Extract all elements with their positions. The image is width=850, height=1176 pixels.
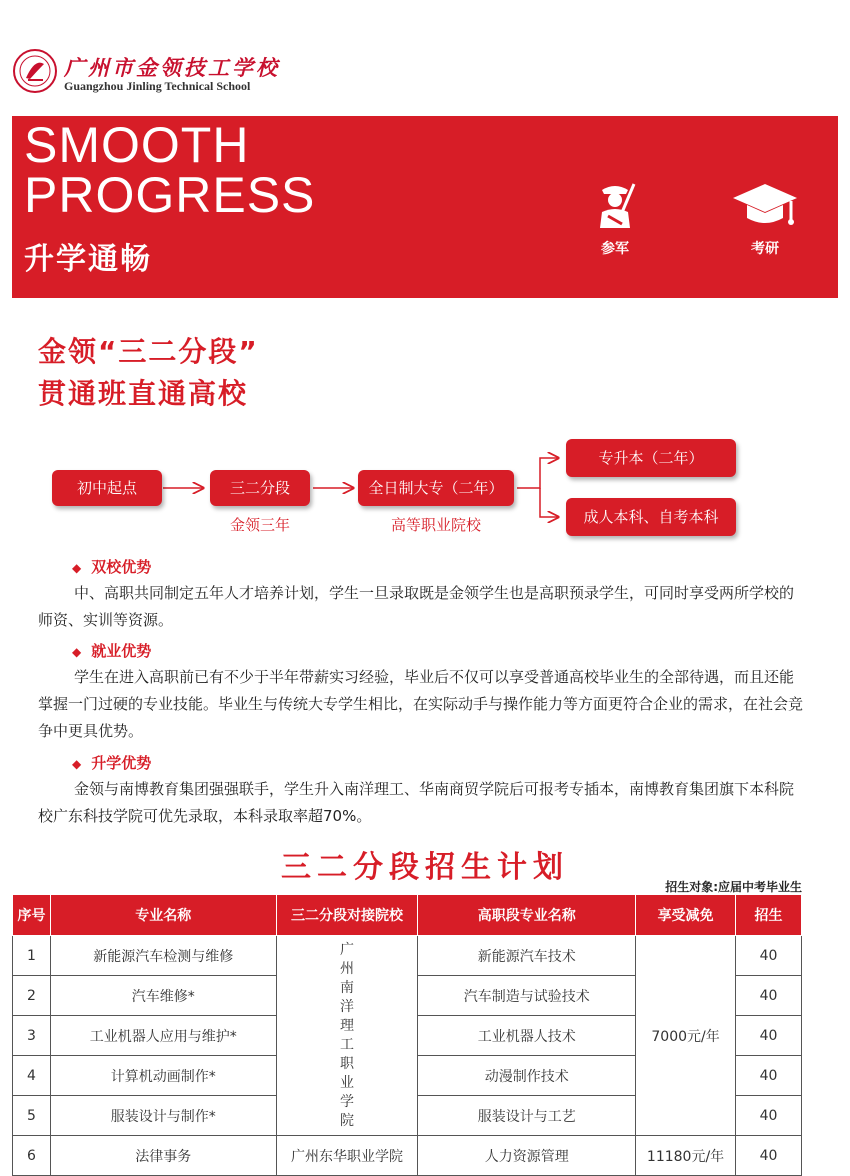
cell-major: 汽车维修*	[50, 976, 276, 1016]
postgrad-label: 考研	[751, 241, 779, 257]
adv-body-employ: 学生在进入高职前已有不少于半年带薪实习经验，毕业后不仅可以享受普通高校毕业生的全部待遇，而且还能掌握一门过硬的专业技能。毕业生与传统大专学生相比，在实际动手与操作能力等方面更符合企业的需求，在社会竞争中更具优势。	[38, 668, 804, 740]
cell-major: 计算机动画制作*	[50, 1056, 276, 1096]
header-hv-major: 高职段专业名称	[418, 895, 636, 936]
header-partner: 三二分段对接院校	[276, 895, 418, 936]
flow-stage1-sub: 金领三年	[229, 516, 290, 534]
school-name-en: Guangzhou Jinling Technical School	[64, 79, 251, 93]
flow-arrow-3	[517, 458, 558, 488]
table-header-row	[13, 895, 802, 936]
table-row	[13, 1136, 802, 1176]
diamond-icon: ◆	[72, 561, 82, 575]
cell-quota: 40	[736, 1016, 802, 1056]
adv-title-study-text: 升学优势	[91, 754, 152, 772]
army-label: 参军	[601, 241, 629, 257]
cell-no: 3	[13, 1016, 51, 1056]
cell-quota: 40	[736, 976, 802, 1016]
cell-hv: 人力资源管理	[418, 1136, 636, 1176]
header-no: 序号	[13, 895, 51, 936]
cell-no: 5	[13, 1096, 51, 1136]
cell-partner-a	[276, 936, 418, 1136]
banner-en-line1: SMOOTH	[24, 117, 250, 173]
adv-title-employ-text: 就业优势	[91, 642, 152, 660]
headline-line2: 贯通班直通高校	[38, 377, 249, 410]
cell-hv: 汽车制造与试验技术	[418, 976, 636, 1016]
header-quota: 招生	[736, 895, 802, 936]
cell-hv: 动漫制作技术	[418, 1056, 636, 1096]
banner-en-line2: PROGRESS	[24, 167, 316, 223]
header-discount: 享受减免	[636, 895, 736, 936]
adv-title-study	[72, 752, 151, 773]
plan-title: 三二分段招生计划	[281, 850, 569, 885]
adv-body-dual: 中、高职共同制定五年人才培养计划，学生一旦录取既是金领学生也是高职预录学生，可同时享受两所学校的师资、实训等资源。	[38, 584, 795, 629]
adv-title-employ	[72, 640, 151, 661]
flow-branch2: 成人本科、自考本科	[566, 498, 736, 536]
diamond-icon: ◆	[72, 757, 82, 771]
plan-table	[12, 894, 802, 1176]
cell-quota: 40	[736, 1056, 802, 1096]
cell-major: 新能源汽车检测与维修	[50, 936, 276, 976]
adv-body-study: 金领与南博教育集团强强联手，学生升入南洋理工、华南商贸学院后可报考专插本，南博教育集团旗下本科院校广东科技学院可优先录取，本科录取率超70%。	[38, 780, 795, 825]
flow-branch1: 专升本（二年）	[566, 439, 736, 477]
header-major: 专业名称	[50, 895, 276, 936]
adv-title-dual-text: 双校优势	[91, 558, 152, 576]
headline-line1: 金领“三二分段”	[38, 335, 259, 368]
banner-cn-title: 升学通畅	[24, 242, 152, 277]
flow-stage1: 三二分段	[210, 470, 310, 506]
diamond-icon: ◆	[72, 645, 82, 659]
cell-no: 6	[13, 1136, 51, 1176]
cell-partner-b: 广州东华职业学院	[276, 1136, 418, 1176]
flow-stage2-sub: 高等职业院校	[390, 516, 481, 534]
cell-quota: 40	[736, 1136, 802, 1176]
table-row	[13, 936, 802, 976]
cell-fee-b: 11180元/年	[636, 1136, 736, 1176]
cell-quota: 40	[736, 1096, 802, 1136]
cell-no: 4	[13, 1056, 51, 1096]
flow-arrow-4	[540, 488, 558, 517]
cell-hv: 新能源汽车技术	[418, 936, 636, 976]
cell-major: 服装设计与制作*	[50, 1096, 276, 1136]
plan-target: 招生对象:应届中考毕业生	[665, 880, 802, 894]
cell-no: 2	[13, 976, 51, 1016]
cell-quota: 40	[736, 936, 802, 976]
adv-title-dual	[72, 556, 151, 577]
cell-hv: 服装设计与工艺	[418, 1096, 636, 1136]
cell-hv: 工业机器人技术	[418, 1016, 636, 1056]
cell-major: 工业机器人应用与维护*	[50, 1016, 276, 1056]
cell-fee-a: 7000元/年	[636, 936, 736, 1136]
school-name-cn: 广州市金领技工学校	[64, 55, 280, 80]
partner-a-vertical: 广 州 南 洋 理 工 职 业 学 院	[340, 941, 355, 1129]
cell-major: 法律事务	[50, 1136, 276, 1176]
flow-stage2: 全日制大专（二年）	[358, 470, 514, 506]
cell-no: 1	[13, 936, 51, 976]
flow-start: 初中起点	[52, 470, 162, 506]
